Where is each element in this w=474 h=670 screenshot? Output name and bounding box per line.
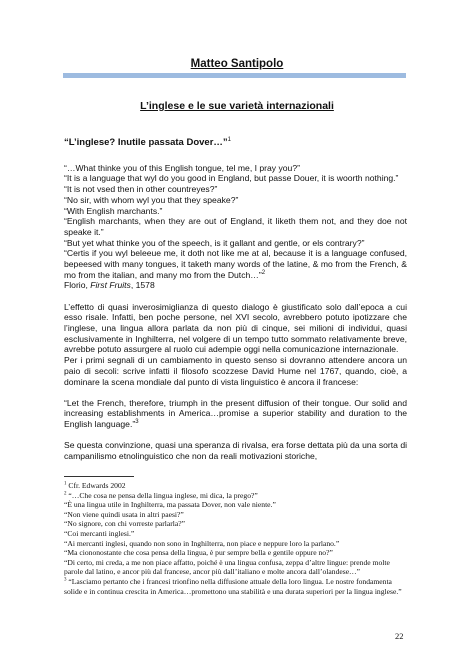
footnote-line: “Ma ciononostante che cosa pensa della lingua, è pur sempre bella e gentile oppure no?” — [64, 548, 333, 558]
quote-line: “It is a language that wyl do you good in England, but passe Douer, it is woorth nothing.” — [64, 173, 399, 184]
header-rule — [63, 73, 406, 78]
footnote-line: “No signore, con chi vorreste parlarla?” — [64, 519, 186, 529]
footnote-ref-2[interactable]: 2 — [261, 269, 266, 276]
quote-line: “No sir, with whom wyl you that they speake?” — [64, 194, 239, 205]
footnote-line: “Ai mercanti inglesi, quando non sono in Inghilterra, non piace e neppure loro la parlano.” — [64, 538, 340, 548]
footnote-ref-1[interactable]: 1 — [227, 136, 232, 143]
footnote-line: “Non viene quindi usata in altri paesi?” — [64, 509, 184, 519]
quote-source: Florio, First Fruits, 1578 — [64, 280, 155, 291]
quote-line: “…What thinke you of this English tongue, tel me, I pray you?” — [64, 162, 300, 173]
quote-line: “Certis if you wyl beleeue me, it doth not like me at al, because it is a language confused, bepeesed with many tongues, it taketh many words of the latine, & mo from the French, & mo from the italian, and many mo from the Dutch…”$^2$ — [64, 248, 407, 280]
paragraph: Per i primi segnali di un cambiamento in questo senso si dovranno attendere ancora un paio di secoli: scrive infatti il filosofo scozzese David Hume nel 1767, quando, cioè, a dominare la scena mondiale dal punto di vista linguistico è ancora il francese: — [64, 355, 407, 387]
quote-line: “But yet what thinke you of the speech, is it gallant and gentle, or els contrary?” — [64, 237, 365, 248]
page-number: 22 — [395, 631, 404, 641]
paragraph: Se questa convinzione, quasi una speranza di rivalsa, era forse dettata più da una sorta di campanilismo etnolinguistico che non da reali motivazioni storiche, — [64, 440, 408, 462]
section-heading: “L’inglese? Inutile passata Dover…”$^1$ — [64, 136, 232, 148]
footnote-ref-3[interactable]: 3 — [135, 419, 139, 426]
chapter-title: L’inglese e le sue varietà internazionali — [140, 100, 334, 112]
main-text — [64, 138, 407, 462]
footnote-line: “Coi mercanti inglesi.” — [64, 528, 135, 538]
quote-line: “With English marchants.” — [64, 205, 163, 216]
footnote-line: “Di certo, mi creda, a me non piace affatto, poiché è una lingua confusa, zeppa d’altre lingue: prende molte parole dal latino, e ancor più dal francese, ancor più dall’italiano e molte ancora dall’olandese…” — [64, 557, 390, 577]
hume-quote: “Let the French, therefore, triumph in the present diffusion of their tongue. Our solid and increasing establishments in America…promise a superior stability and duration to the English language.”$^3$ — [64, 397, 407, 430]
footnote-2: $^2$ “…Che cosa ne pensa della lingua inglese, mi dica, la prego?” — [64, 490, 258, 500]
paragraph: L’effetto di quasi inverosimiglianza di questo dialogo è giustificato solo dall’epoca a cui esso risale. Infatti, ben poche persone, nel XVI secolo, avrebbero potuto ipotizzare che l’inglese, una lingua allora parlata da non più di cinque, sei milioni di individui, quasi esclusivamente in Inghilterra, nel volgere di un tempo tutto sommato relativamente breve, avrebbe potuto assurgere al ruolo cui adempie oggi nella comunicazione internazionale. — [64, 301, 407, 355]
footnotes — [64, 481, 407, 596]
footnote-separator — [64, 476, 134, 477]
footnote-1: $^1$ Cfr. Edwards 2002 — [64, 481, 126, 490]
quote-line: “It is not vsed then in other countreyes?” — [64, 184, 218, 195]
quote-line: “English marchants, when they are out of England, it liketh them not, and they doe not speake it.” — [64, 216, 407, 237]
author-name: Matteo Santipolo — [190, 58, 284, 70]
footnote-3: $^3$ “Lasciamo pertanto che i francesi trionfino nella diffusione attuale della loro lingua. Le nostre fondamenta solide e in continua crescita in America…promettono una stabilità e una durata superiori per la lingua inglese.” — [64, 576, 402, 596]
footnote-line: “È una lingua utile in Inghilterra, ma passata Dover, non vale niente.” — [64, 500, 276, 510]
